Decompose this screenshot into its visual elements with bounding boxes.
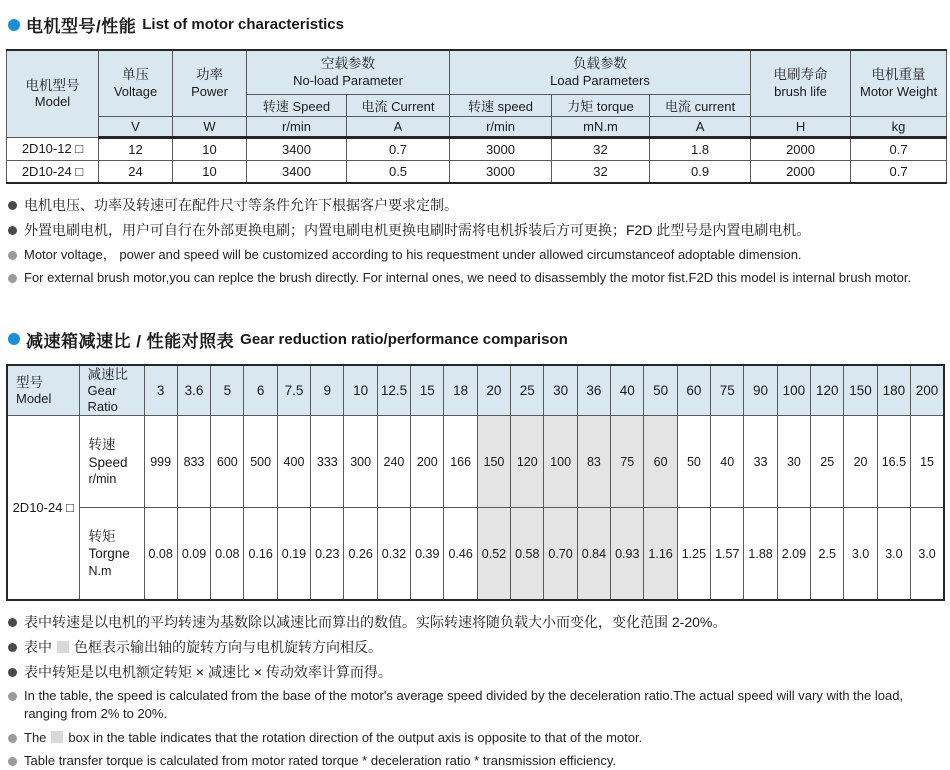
ratio-cell: 75 (711, 365, 744, 416)
speed-value-cell: 100 (544, 416, 577, 508)
torque-value-cell: 2.09 (777, 508, 810, 600)
note-line (8, 663, 945, 682)
torque-value-cell: 0.52 (477, 508, 510, 600)
ratio-cell: 30 (544, 365, 577, 416)
table-row (7, 137, 947, 160)
ratio-cell: 36 (577, 365, 610, 416)
torque-label-en: Torgne (88, 546, 130, 562)
speed-value-cell: 150 (477, 416, 510, 508)
ratio-cell: 15 (411, 365, 444, 416)
unit-cell: A (650, 116, 751, 137)
data-cell: 0.7 (851, 160, 947, 183)
load-group-en: Load Parameters (550, 72, 650, 88)
note-text: 表中转矩是以电机额定转矩 × 减速比 × 传动效率计算而得。 (24, 663, 392, 680)
speed-value-cell: 50 (677, 416, 710, 508)
ratio-cell: 180 (877, 365, 910, 416)
table-row (7, 160, 947, 183)
voltage-header-cell (99, 50, 173, 116)
speed-value-cell: 600 (211, 416, 244, 508)
speed-value-cell: 33 (744, 416, 777, 508)
note-bullet-icon (8, 251, 17, 260)
brushlife-header-zh: 电刷寿命 (773, 67, 828, 83)
note-text: 表中转速是以电机的平均转速为基数除以减速比而算出的数值。实际转速将随负载大小而变化，变化范围 2-20%。 (24, 613, 727, 630)
speed-value-cell: 999 (144, 416, 177, 508)
load-group-header-cell (450, 50, 751, 94)
gear-section (6, 327, 945, 601)
unit-cell: A (347, 116, 450, 137)
data-cell: 2000 (751, 137, 851, 160)
note-line (8, 638, 945, 657)
data-cell: 0.7 (347, 137, 450, 160)
speed-value-cell: 300 (344, 416, 377, 508)
speed-value-cell: 20 (844, 416, 877, 508)
section-bullet-icon (8, 19, 20, 31)
speed-value-cell: 83 (577, 416, 610, 508)
ratio-cell: 3 (144, 365, 177, 416)
speed-value-cell: 240 (377, 416, 410, 508)
torque-value-cell: 3.0 (877, 508, 910, 600)
ratio-cell: 120 (811, 365, 844, 416)
note-text (24, 729, 642, 747)
speed-value-cell: 400 (277, 416, 310, 508)
data-cell: 10 (173, 160, 247, 183)
note-text: Motor voltage， power and speed will be customized according to his requestment under allowed circumstanceof adoptable dimension. (24, 246, 802, 262)
section-title-en: List of motor characteristics (142, 16, 344, 33)
noload-group-header-cell (247, 50, 450, 94)
note-bullet-icon (8, 201, 17, 210)
brushlife-header-en: brush life (774, 83, 827, 99)
gear-ratio-header-zh: 减速比 (87, 366, 128, 382)
gear-ratio-header-en: Gear Ratio (87, 383, 118, 414)
voltage-header-zh: 单压 (122, 67, 149, 83)
speed-value-cell: 500 (244, 416, 277, 508)
table-row (7, 416, 944, 508)
note-text: In the table, the speed is calculated from the base of the motor's average speed divided by the deceleration ratio.The actual speed will vary with the load, ranging from 2% to 20%. (24, 688, 904, 721)
model-header-cell (7, 50, 99, 137)
data-cell: 32 (552, 160, 650, 183)
data-cell: 24 (99, 160, 173, 183)
power-header-zh: 功率 (196, 67, 223, 83)
torque-value-cell: 1.16 (644, 508, 677, 600)
ratio-cell: 150 (844, 365, 877, 416)
shaded-box-legend-icon (57, 641, 69, 653)
load-current-subheader: 电流 current (650, 94, 751, 116)
torque-value-cell: 1.25 (677, 508, 710, 600)
note-line (8, 752, 945, 770)
section-title-zh: 减速箱减速比 / 性能对照表 (26, 331, 235, 351)
power-header-cell (173, 50, 247, 116)
data-cell: 32 (552, 137, 650, 160)
note-text-suffix: box in the table indicates that the rotation direction of the output axis is opposite to that of the motor. (68, 729, 643, 745)
speed-label-cell (79, 416, 144, 508)
noload-group-en: No-load Parameter (293, 72, 403, 88)
voltage-header-en: Voltage (113, 83, 158, 99)
torque-label-zh: 转矩 (88, 528, 116, 544)
section-bullet-icon (8, 333, 20, 345)
note-bullet-icon (8, 274, 17, 283)
power-header-en: Power (191, 83, 228, 99)
speed-unit: r/min (88, 472, 117, 487)
brushlife-header-cell (751, 50, 851, 116)
note-bullet-icon (8, 692, 17, 701)
ratio-cell: 200 (911, 365, 944, 416)
torque-value-cell: 0.93 (611, 508, 644, 600)
weight-header-en: Motor Weight (859, 83, 938, 99)
data-cell: 2000 (751, 160, 851, 183)
torque-value-cell: 0.32 (377, 508, 410, 600)
note-text-prefix: 表中 (24, 638, 52, 655)
torque-unit: N.m (88, 563, 112, 578)
model-header-zh: 电机型号 (25, 77, 80, 93)
note-text: 电机电压、功率及转速可在配件尺寸等条件允许下根据客户要求定制。 (24, 197, 458, 213)
gear-model-cell: 2D10-24 □ (7, 416, 79, 600)
noload-current-subheader: 电流 Current (347, 94, 450, 116)
noload-group-zh: 空载参数 (321, 56, 375, 72)
note-bullet-icon (8, 757, 17, 766)
torque-value-cell: 0.08 (144, 508, 177, 600)
speed-value-cell: 25 (811, 416, 844, 508)
gear-ratio-header-cell (79, 365, 144, 416)
shaded-box-legend-icon (51, 731, 63, 743)
data-cell: 0.5 (347, 160, 450, 183)
note-text: Table transfer torque is calculated from motor rated torque * deceleration ratio * transmission efficiency. (24, 753, 617, 769)
data-cell: 12 (99, 137, 173, 160)
data-cell: 0.9 (650, 160, 751, 183)
speed-value-cell: 833 (177, 416, 210, 508)
ratio-cell: 3.6 (177, 365, 210, 416)
note-text-prefix: The (24, 729, 47, 745)
speed-value-cell: 200 (411, 416, 444, 508)
torque-value-cell: 3.0 (844, 508, 877, 600)
ratio-cell: 90 (744, 365, 777, 416)
note-line (8, 687, 945, 722)
torque-value-cell: 0.26 (344, 508, 377, 600)
gear-model-header-cell (7, 365, 79, 416)
data-cell: 3400 (247, 160, 347, 183)
ratio-cell: 12.5 (377, 365, 410, 416)
weight-header-zh: 电机重量 (871, 67, 926, 83)
data-cell: 0.7 (851, 137, 947, 160)
gear-model-header-zh: 型号 (16, 374, 43, 390)
data-cell: 3000 (450, 137, 552, 160)
speed-value-cell: 120 (511, 416, 544, 508)
note-bullet-icon (8, 226, 17, 235)
note-bullet-icon (8, 618, 17, 627)
unit-cell: V (99, 116, 173, 137)
model-cell: 2D10-24 □ (7, 160, 99, 183)
speed-value-cell: 166 (444, 416, 477, 508)
torque-value-cell: 1.57 (711, 508, 744, 600)
speed-value-cell: 40 (711, 416, 744, 508)
data-cell: 3400 (247, 137, 347, 160)
ratio-cell: 40 (611, 365, 644, 416)
ratio-cell: 5 (211, 365, 244, 416)
gear-model-header-en: Model (16, 390, 52, 406)
note-line (8, 613, 945, 632)
note-line (8, 246, 945, 264)
motor-section-title (8, 12, 945, 37)
torque-value-cell: 0.08 (211, 508, 244, 600)
noload-speed-subheader: 转速 Speed (247, 94, 347, 116)
torque-value-cell: 0.58 (511, 508, 544, 600)
load-speed-subheader: 转速 speed (450, 94, 552, 116)
data-cell: 10 (173, 137, 247, 160)
unit-cell: r/min (450, 116, 552, 137)
note-text-suffix: 色框表示输出轴的旋转方向与电机旋转方向相反。 (74, 638, 382, 655)
motor-notes (8, 196, 945, 287)
ratio-cell: 7.5 (277, 365, 310, 416)
torque-value-cell: 0.09 (177, 508, 210, 600)
unit-cell: r/min (247, 116, 347, 137)
note-bullet-icon (8, 668, 17, 677)
model-cell: 2D10-12 □ (7, 137, 99, 160)
note-line (8, 729, 945, 747)
ratio-cell: 18 (444, 365, 477, 416)
torque-value-cell: 0.84 (577, 508, 610, 600)
ratio-cell: 9 (311, 365, 344, 416)
data-cell: 1.8 (650, 137, 751, 160)
model-header-en: Model (34, 94, 71, 110)
note-text: For external brush motor,you can replce the brush directly. For internal ones, we need to disassembly the motor fist.F2D this model is internal brush motor. (24, 270, 912, 286)
table-row (7, 508, 944, 600)
load-torque-subheader: 力矩 torque (552, 94, 650, 116)
speed-value-cell: 60 (644, 416, 677, 508)
unit-cell: W (173, 116, 247, 137)
speed-value-cell: 333 (311, 416, 344, 508)
weight-header-cell (851, 50, 947, 116)
torque-value-cell: 0.23 (311, 508, 344, 600)
gear-notes (8, 613, 945, 770)
speed-value-cell: 75 (611, 416, 644, 508)
unit-cell: mN.m (552, 116, 650, 137)
torque-value-cell: 3.0 (911, 508, 944, 600)
section-title-en: Gear reduction ratio/performance comparison (240, 330, 568, 348)
speed-label-en: Speed (88, 454, 128, 470)
note-line (8, 196, 945, 215)
gear-section-title (8, 327, 945, 352)
ratio-cell: 60 (677, 365, 710, 416)
ratio-cell: 25 (511, 365, 544, 416)
unit-cell: kg (851, 116, 947, 137)
ratio-cell: 10 (344, 365, 377, 416)
torque-value-cell: 0.46 (444, 508, 477, 600)
note-text: 外置电刷电机，用户可自行在外部更换电刷；内置电刷电机更换电刷时需将电机拆装后方可更换；F2D 此型号是内置电刷电机。 (24, 221, 811, 238)
motor-table (6, 49, 947, 184)
note-text (24, 638, 382, 657)
note-line (8, 269, 945, 287)
ratio-cell: 20 (477, 365, 510, 416)
ratio-cell: 50 (644, 365, 677, 416)
torque-value-cell: 2.5 (811, 508, 844, 600)
speed-label-zh: 转速 (88, 437, 116, 453)
load-group-zh: 负载参数 (573, 56, 628, 72)
section-title-zh: 电机型号/性能 (26, 17, 137, 36)
ratio-cell: 100 (777, 365, 810, 416)
ratio-cell: 6 (244, 365, 277, 416)
torque-value-cell: 0.70 (544, 508, 577, 600)
torque-value-cell: 0.39 (411, 508, 444, 600)
data-cell: 3000 (450, 160, 552, 183)
speed-value-cell: 16.5 (877, 416, 910, 508)
gear-table (6, 364, 945, 601)
torque-label-cell (79, 508, 144, 600)
torque-value-cell: 1.88 (744, 508, 777, 600)
note-bullet-icon (8, 734, 17, 743)
speed-value-cell: 15 (911, 416, 944, 508)
unit-cell: H (751, 116, 851, 137)
torque-value-cell: 0.16 (244, 508, 277, 600)
speed-value-cell: 30 (777, 416, 810, 508)
note-bullet-icon (8, 643, 17, 652)
torque-value-cell: 0.19 (277, 508, 310, 600)
note-line (8, 221, 945, 240)
